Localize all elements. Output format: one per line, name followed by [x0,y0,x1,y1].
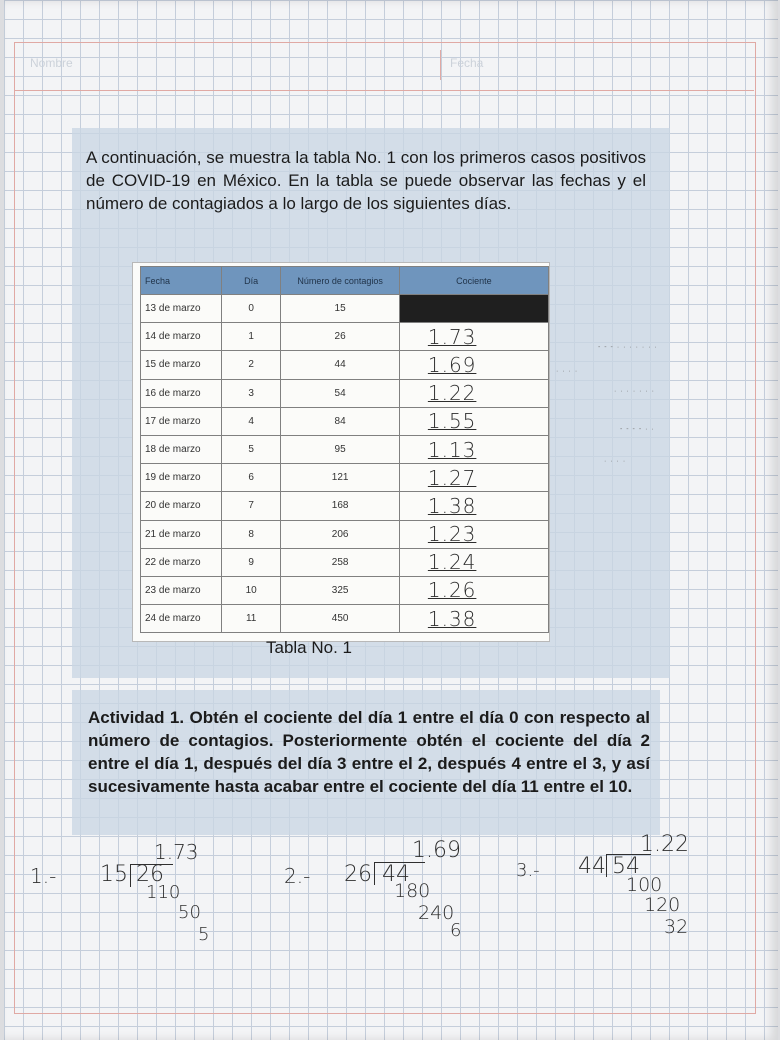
cell-fecha: 14 de marzo [141,323,222,351]
activity-text: Obtén el cociente del día 1 entre el día 0 con respecto al número de contagios. Posteriormente obtén el cociente del día 2 entre el día 1, después del día 3 entre el 2, después 4 entre el 3, y así sucesivamente hasta acabar entre el cociente del día 11 entre el 10. [88,708,650,796]
table-row [141,464,549,492]
table-row [141,576,549,604]
table-body [141,295,549,633]
cell-dia: 4 [222,407,281,435]
work-dividend: 54 [612,854,640,879]
table-row [141,323,549,351]
cell-fecha: 18 de marzo [141,435,222,463]
table-row [141,605,549,633]
margin-scribble: - - - - · · [620,426,655,433]
cell-cociente: 1.55 [399,407,548,435]
table-row [141,492,549,520]
work-label: 1.- [30,864,57,888]
cell-contagios: 168 [281,492,400,520]
cell-fecha: 23 de marzo [141,576,222,604]
cell-fecha: 16 de marzo [141,379,222,407]
cell-contagios: 95 [281,435,400,463]
cell-dia: 8 [222,520,281,548]
work-dividend: 26 [136,862,164,887]
cell-cociente [399,295,548,323]
header-divider [440,50,441,80]
cell-contagios: 54 [281,379,400,407]
cell-dia: 11 [222,605,281,633]
work-step: 50 [178,902,201,923]
cell-cociente: 1.27 [399,464,548,492]
cell-cociente: 1.24 [399,548,548,576]
cell-dia: 9 [222,548,281,576]
intro-paragraph: A continuación, se muestra la tabla No. 1 con los primeros casos positivos de COVID-19 en México. En la tabla se puede observar las fechas y el número de contagiados a lo largo de los siguientes días. [86,148,646,213]
table-row [141,520,549,548]
cell-fecha: 20 de marzo [141,492,222,520]
cell-dia: 5 [222,435,281,463]
cell-fecha: 15 de marzo [141,351,222,379]
cell-cociente: 1.38 [399,605,548,633]
work-step: 180 [394,880,431,902]
cell-dia: 1 [222,323,281,351]
cell-cociente: 1.23 [399,520,548,548]
cell-fecha: 24 de marzo [141,605,222,633]
cell-fecha: 17 de marzo [141,407,222,435]
table-caption: Tabla No. 1 [266,638,352,657]
cell-dia: 10 [222,576,281,604]
work-step: 100 [626,874,663,896]
work-quotient: 1.73 [154,840,199,864]
header-contagios: Número de contagios [281,267,400,295]
header-date-label: Fecha [450,56,484,70]
cell-dia: 0 [222,295,281,323]
cell-contagios: 325 [281,576,400,604]
cell-contagios: 44 [281,351,400,379]
work-step: 240 [418,902,455,924]
work-divisor: 15 [100,862,128,887]
cell-contagios: 450 [281,605,400,633]
cell-contagios: 121 [281,464,400,492]
cell-contagios: 206 [281,520,400,548]
activity-lead: Actividad 1. [88,708,185,727]
work-divisor: 44 [578,854,606,879]
cell-fecha: 21 de marzo [141,520,222,548]
cell-cociente: 1.13 [399,435,548,463]
table-row [141,295,549,323]
cell-dia: 2 [222,351,281,379]
cell-cociente: 1.22 [399,379,548,407]
table-row [141,379,549,407]
cell-fecha: 19 de marzo [141,464,222,492]
activity-paragraph [88,706,650,798]
table-row [141,435,549,463]
header-cociente: Cociente [399,267,548,295]
cell-fecha: 13 de marzo [141,295,222,323]
covid-cases-table [140,266,549,633]
table-row [141,548,549,576]
table-row [141,351,549,379]
work-step: 6 [450,920,462,941]
cell-cociente: 1.69 [399,351,548,379]
cell-cociente: 1.26 [399,576,548,604]
table-header-row [141,267,549,295]
cell-contagios: 15 [281,295,400,323]
covid-table-card [132,262,550,642]
work-step: 110 [146,882,181,903]
cell-fecha: 22 de marzo [141,548,222,576]
work-divisor: 26 [344,862,372,887]
cell-cociente: 1.38 [399,492,548,520]
header-dia: Día [222,267,281,295]
cell-contagios: 26 [281,323,400,351]
work-step: 120 [644,894,681,916]
header-fecha: Fecha [141,267,222,295]
work-quotient: 1.22 [640,832,689,857]
header-name-label: Nombre [30,56,73,70]
cell-dia: 7 [222,492,281,520]
cell-contagios: 258 [281,548,400,576]
margin-scribble: · · · · [556,368,579,375]
margin-scribble: · · · · [604,458,627,465]
margin-scribble: · · · · · · · [614,388,655,395]
work-label: 2.- [284,864,311,888]
cell-dia: 3 [222,379,281,407]
work-step: 32 [664,916,689,938]
work-quotient: 1.69 [412,838,461,863]
work-dividend: 44 [382,862,410,887]
cell-dia: 6 [222,464,281,492]
cell-contagios: 84 [281,407,400,435]
table-row [141,407,549,435]
margin-scribble: - - - · · · · · · · [598,344,658,351]
work-label: 3.- [516,860,540,881]
header-rule [14,90,754,91]
work-step: 5 [198,924,210,945]
cell-cociente: 1.73 [399,323,548,351]
